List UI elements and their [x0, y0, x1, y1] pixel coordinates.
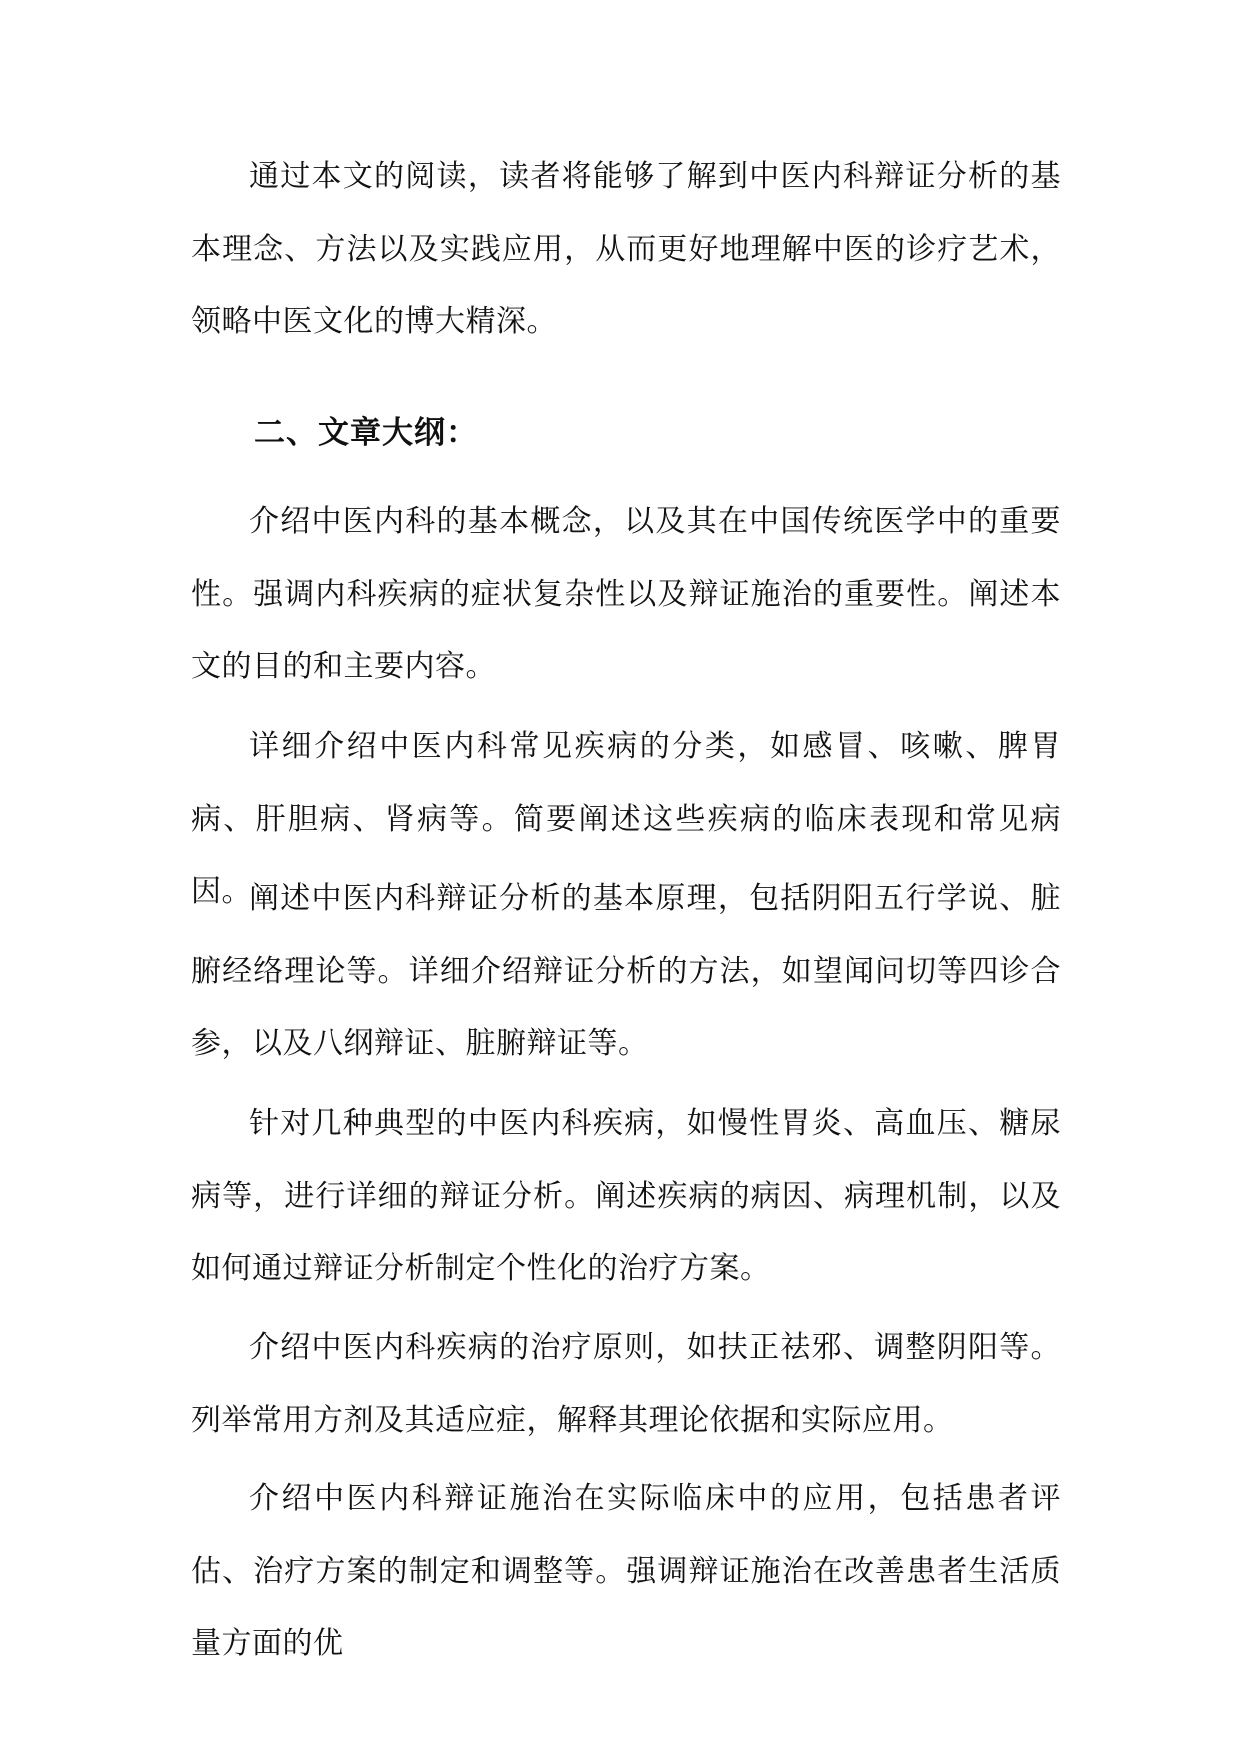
- outline-paragraph-6: 介绍中医内科辩证施治在实际临床中的应用，包括患者评估、治疗方案的制定和调整等。强调辩证施治在改善患者生活质量方面的优: [191, 1481, 1061, 1661]
- intro-paragraph: 通过本文的阅读，读者将能够了解到中医内科辩证分析的基本理念、方法以及实践应用，从而更好地理解中医的诊疗艺术，领略中医文化的博大精深。: [191, 159, 1061, 339]
- outline-paragraph-1: 介绍中医内科的基本概念，以及其在中国传统医学中的重要性。强调内科疾病的症状复杂性以及辩证施治的重要性。阐述本文的目的和主要内容。: [191, 504, 1061, 684]
- section-heading: 二、文章大纲：: [254, 415, 478, 451]
- outline-paragraph-4: 针对几种典型的中医内科疾病，如慢性胃炎、高血压、糖尿病等，进行详细的辩证分析。阐述疾病的病因、病理机制，以及如何通过辩证分析制定个性化的治疗方案。: [191, 1106, 1061, 1286]
- outline-paragraph-5: 介绍中医内科疾病的治疗原则，如扶正祛邪、调整阴阳等。列举常用方剂及其适应症，解释其理论依据和实际应用。: [191, 1330, 1061, 1438]
- outline-paragraph-3: 阐述中医内科辩证分析的基本原理，包括阴阳五行学说、脏腑经络理论等。详细介绍辩证分析的方法，如望闻问切等四诊合参，以及八纲辩证、脏腑辩证等。: [191, 881, 1061, 1061]
- outline-paragraph-2: 详细介绍中医内科常见疾病的分类，如感冒、咳嗽、脾胃病、肝胆病、肾病等。简要阐述这些疾病的临床表现和常见病因。: [191, 729, 1061, 909]
